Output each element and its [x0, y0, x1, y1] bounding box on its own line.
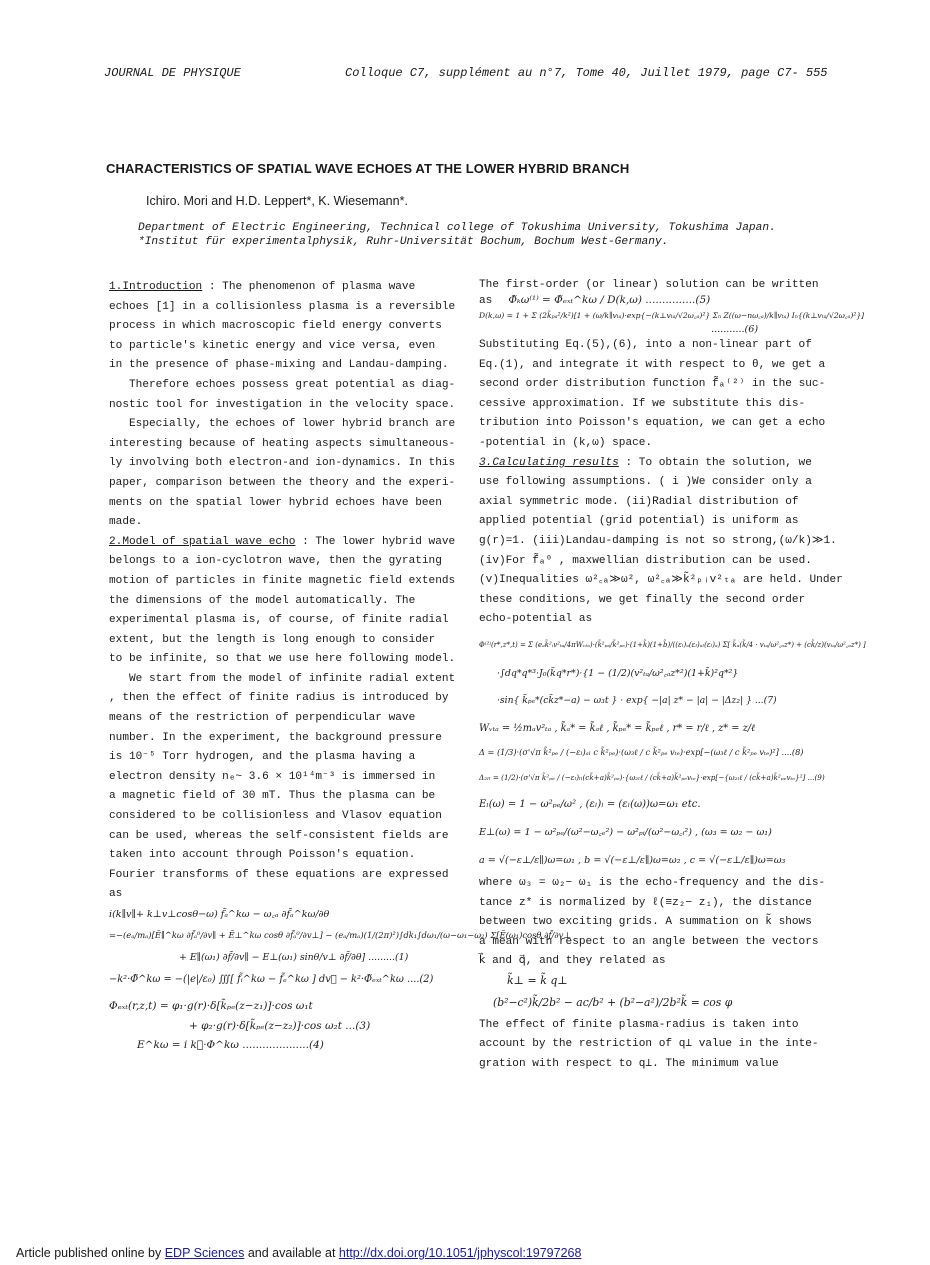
text-line: Fourier transforms of these equations are expressed — [109, 868, 449, 881]
equation-8: Δ = (1/3)·(σ'√π k̃²ₚₑ / (−εₗ)ₐₗ c k̃²ₚₑ)·(ω₃ℓ / c k̃²ₚₑ vₜₑ)·exp[−(ω₃ℓ / c k̃²ₚₑ vₜₑ)²] ....(8) — [479, 746, 804, 757]
model-first-line: 2.Model of spatial wave echo : The lower hybrid wave — [109, 535, 456, 548]
definitions-line-3: E⊥(ω) = 1 − ω²ₚₑ/(ω²−ω꜀ₑ²) − ω²ₚᵢ/(ω²−ω꜀ᵢ²) , (ω₃ = ω₂ − ω₁) — [479, 826, 772, 838]
citation-line: Colloque C7, supplément au n°7, Tome 40, Juillet 1979, page C7- 555 — [345, 66, 828, 80]
text-line: tance z* is normalized by ℓ(≡z₂− z₁), the distance — [479, 896, 812, 909]
equation-7-line-2: ·∫dq*q*³·J₀(k̃q*r*)·{1 − (1/2)(v²ₜₐ/ω²꜀ₐz*²)(1+k̃)²q*²} — [497, 667, 739, 679]
text-line: number. In the experiment, the background pressure — [109, 731, 442, 744]
text-line: electron density nₑ~ 3.6 × 10¹⁴m⁻³ is immersed in — [109, 770, 436, 783]
text-line: a mean with respect to an angle between the vectors — [479, 935, 819, 948]
text-line: echoes [1] in a collisionless plasma is a reversible — [109, 300, 456, 313]
text-line: Therefore echoes possess great potential as diag- — [129, 378, 456, 391]
text-line: gration with respect to q⊥. The minimum value — [479, 1058, 779, 1071]
text-line: made. — [109, 516, 143, 529]
text-line: taken into account through Poisson's equation. — [109, 849, 416, 862]
text-line: axial symmetric mode. (ii)Radial distribution of — [479, 495, 799, 508]
text-line: belongs to a ion-cyclotron wave, then the gyrating — [109, 555, 442, 568]
section-heading-introduction: 1.Introduction — [109, 281, 203, 293]
section-heading-results: 3.Calculating results — [479, 456, 619, 469]
equation-6-line-1: D(k,ω) = 1 + Σ (2k̃ₚₐ²/k²)[1 + (ω/k∥vₜₐ)·exp{−(k⊥vₜₐ/√2ω꜀ₐ)²} Σₙ Z((ω−nω꜀ₐ)/k∥vₜₐ) Iₙ{(k⊥vₜₐ/√2ω꜀ₐ)²}] — [479, 311, 865, 320]
text-line: The first-order (or linear) solution can be written — [479, 279, 819, 291]
equation-6-line-2: ...........(6) — [711, 324, 759, 335]
text-line: in the presence of phase-mixing and Landau-damping. — [109, 359, 449, 372]
equation-10-line-2: (b²−c²)k̃/2b² − ac/b² + (b²−a²)/2b²k̃ = cos φ — [493, 995, 733, 1009]
equation-1-line-2: =−(eₐ/mₐ)[Ẽ∥^kω ∂f̃ₐ⁰/∂v∥ + Ẽ⊥^kω cosθ ∂f̃ₐ⁰/∂v⊥] − (eₐ/mₐ)(1/(2π)²)∫dk₁∫dω₁/(ω−ω₁−ω₂) Σ[Ẽ(ω₁)cosθ ∂f̃/∂v⊥ — [109, 930, 572, 940]
text-line: process in which macroscopic field energy converts — [109, 320, 442, 333]
equation-1-line-3: + E∥(ω₁) ∂f̃/∂v∥ − E⊥(ω₁) sinθ/v⊥ ∂f̃/∂θ] .........(1) — [179, 952, 409, 963]
paper-title: CHARACTERISTICS OF SPATIAL WAVE ECHOES AT THE LOWER HYBRID BRANCH — [106, 161, 630, 176]
text-line: paper, comparison between the theory and the experi- — [109, 476, 456, 489]
text-line: motion of particles in finite magnetic field extends — [109, 574, 456, 587]
text-line: nostic tool for investigation in the velocity space. — [109, 398, 456, 411]
equation-5-line: as Φ̃ₖω⁽¹⁾ = Φ̃ₑₓₜ^kω / D(k,ω) ...............(5) — [479, 294, 711, 307]
text-line: We start from the model of infinite radial extent — [129, 672, 456, 685]
text-line: second order distribution function f̃ₐ⁽²⁾ in the suc- — [479, 378, 826, 391]
journal-name: JOURNAL DE PHYSIQUE — [104, 66, 241, 80]
text-line: where ω₃ = ω₂− ω₁ is the echo-frequency and the dis- — [479, 876, 826, 889]
text-line: echo-potential as — [479, 613, 593, 626]
text-line: means of the restriction of perpendicular wave — [109, 712, 416, 725]
text-line: ments on the spatial lower hybrid echoes have been — [109, 496, 442, 509]
text-line: (iv)For f̃ₐ⁰ , maxwellian distribution can be used. — [479, 554, 812, 567]
equation-7-line-1: Φ⁽²⁾(r*,z*,t) = Σ (eₐk̃²ᵢv²ₜₐ/4πWᵥₜₐ)·(k̃²ₚₐ/k̃²ₚₑ)·(1+k̃)(1+b̃)/((εₗ)ₐ(εₗ)ₐₗ(εₗ)ₐ) Σ[ k̃ₐ(k̃/4 · vₜₐ/ω²꜀ₐz*) + (ck̃/z)(vₜₐ/ω²꜀ₐz*) ] — [479, 640, 866, 649]
publisher-link[interactable]: EDP Sciences — [164, 1246, 245, 1260]
text-line: the dimensions of the model automatically. The — [109, 594, 416, 607]
results-first-line: 3.Calculating results : To obtain the solution, we — [479, 456, 812, 469]
equation-10-line-1: k̃⊥ = k̃ q⊥ — [507, 973, 568, 987]
text-line: interesting because of heating aspects simultaneous- — [109, 437, 456, 450]
intro-first-line: 1.Introduction : The phenomenon of plasma wave — [109, 281, 416, 293]
text-line: , then the effect of finite radius is introduced by — [109, 692, 449, 705]
equation-2: −k²·Φ̃^kω = −(|e|/ε₀) ∭[ f̃ᵢ^kω − f̃ₑ^kω ] dv⃗ − k²·Φ̃ₑₓₜ^kω ....(2) — [109, 974, 434, 985]
equation-1-line-1: i(k∥v∥+ k⊥v⊥cosθ−ω) f̃ₐ^kω − ω꜀ₐ ∂f̃ₐ^kω/∂θ — [109, 909, 330, 920]
text-line: a magnetic field of 30 mT. Thus the plasma can be — [109, 790, 436, 803]
equation-3-line-2: + φ₂·g(r)·δ[k̃ₚₑ(z−z₂)]·cos ω₂t ...(3) — [189, 1020, 371, 1032]
text-line: Eq.(1), and integrate it with respect to θ, we get a — [479, 358, 826, 371]
text-line: experimental plasma is, of course, of finite radial — [109, 614, 449, 627]
text-line: to particle's kinetic energy and vice versa, even — [109, 339, 436, 352]
text-line: tribution into Poisson's equation, we can get a echo — [479, 417, 826, 430]
definitions-line-1: Wᵥₜₐ = ½mₐv²ₜₐ , k̃ₐ* = k̃ₐℓ , k̃ₚₑ* = k̃ₚₑℓ , r* = r/ℓ , z* = z/ℓ — [479, 722, 756, 734]
text-line: k⃗ and q⃗, and they related as — [479, 955, 666, 968]
equation-5: Φ̃ₖω⁽¹⁾ = Φ̃ₑₓₜ^kω / D(k,ω) ...............(5) — [508, 294, 711, 306]
definitions-line-2: Eₗ(ω) = 1 − ω²ₚₑ/ω² , (εₗ)ₗ = (εₗ(ω))ω=ω₁ etc. — [479, 798, 701, 810]
equation-7-line-3: ·sin{ k̃ₚₑ*(ck̃z*−a) − ω₃t } · exp{ −|a| z* − |a| − |Δz₂| } ...(7) — [497, 694, 777, 706]
text-line: ly involving both electron-and ion-dynamics. In this — [109, 457, 456, 470]
doi-link[interactable]: http://dx.doi.org/10.1051/jphyscol:19797268 — [338, 1246, 582, 1260]
definitions-line-4: a = √(−ε⊥/ε∥)ω=ω₁ , b = √(−ε⊥/ε∥)ω=ω₂ , c = √(−ε⊥/ε∥)ω=ω₃ — [479, 854, 786, 866]
text-line: applied potential (grid potential) is uniform as — [479, 515, 799, 528]
affiliation-1: Department of Electric Engineering, Technical college of Tokushima University, Tokushima Japan. — [138, 222, 776, 234]
text-line: to be infinite, so that we use here following model. — [109, 653, 456, 666]
equation-4: E^kω = i k⃗·Φ^kω ....................(4) — [137, 1039, 324, 1051]
text-line: extent, but the length is long enough to consider — [109, 633, 436, 646]
equation-3-line-1: Φₑₓₜ(r,z,t) = φ₁·g(r)·δ[k̃ₚₑ(z−z₁)]·cos ω₁t — [109, 1000, 313, 1012]
text-line: account by the restriction of q⊥ value in the inte- — [479, 1038, 819, 1051]
footer-line: Article published online by EDP Sciences and available at http://dx.doi.org/10.1051/jphyscol:19797268 — [16, 1246, 582, 1260]
text-line: use following assumptions. ( i )We consider only a — [479, 476, 812, 489]
text-line: between two exciting grids. A summation on k̃ shows — [479, 916, 812, 929]
text-line: (v)Inequalities ω²꜀ₐ≫ω², ω²꜀ₐ≫k̃²ₚᵢv²ₜₐ are held. Under — [479, 574, 843, 587]
text-line: these conditions, we get finally the second order — [479, 593, 806, 606]
text-line: considered to be collisionless and Vlasov equation — [109, 810, 442, 823]
text-line: Especially, the echoes of lower hybrid branch are — [129, 418, 456, 431]
text-line: cessive approximation. If we substitute this dis- — [479, 397, 806, 410]
authors: Ichiro. Mori and H.D. Leppert*, K. Wiesemann*. — [146, 194, 408, 208]
section-heading-model: 2.Model of spatial wave echo — [109, 535, 296, 548]
affiliation-2: *Institut für experimentalphysik, Ruhr-Universität Bochum, Bochum West-Germany. — [138, 236, 669, 248]
text-line: The effect of finite plasma-radius is taken into — [479, 1018, 799, 1031]
text-line: -potential in (k,ω) space. — [479, 436, 653, 449]
text-line: Substituting Eq.(5),(6), into a non-linear part of — [479, 339, 812, 351]
text-line: as — [109, 888, 123, 901]
text-line: can be used, whereas the self-consistent fields are — [109, 829, 449, 842]
text-line: is 10⁻⁵ Torr hydrogen, and the plasma having a — [109, 751, 416, 764]
text-line: g(r)=1. (iii)Landau-damping is not so strong,(ω/k)≫1. — [479, 534, 837, 547]
right-column — [479, 278, 866, 1075]
equation-9: Δ₂ₗₗ = (1/2)·(σ'√π k̃²ₚₑ / (−εₗ)ₗₗ(ck̃+a)k̃²ₚₑ)·{ω₂ₗℓ / (ck̃+a)k̃²ₚₑvₜₑ}·exp[−{ω₂ₗℓ / (ck̃+a)k̃²ₚₑvₜₑ}²] ...(9) — [479, 772, 825, 782]
